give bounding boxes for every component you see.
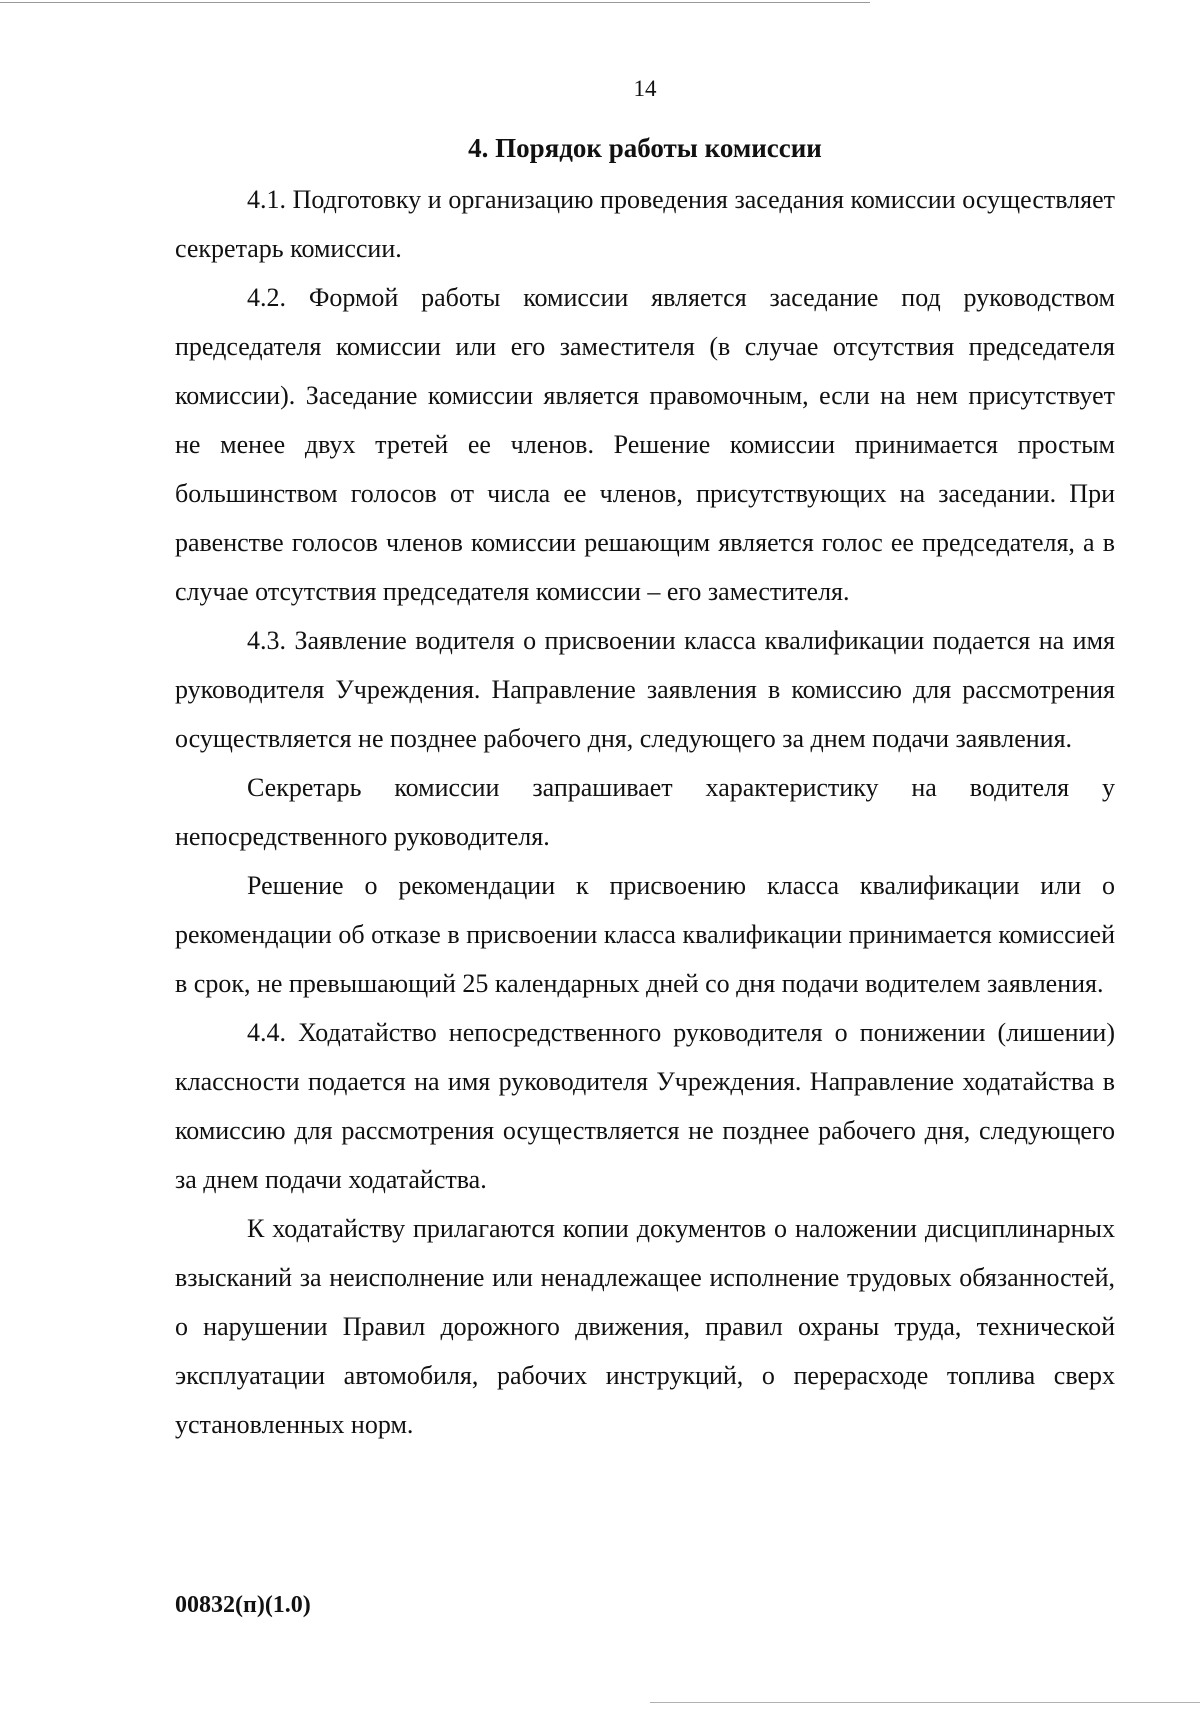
paragraph-4-1: 4.1. Подготовку и организацию проведения заседания комиссии осуществляет секретарь комиссии.	[175, 185, 1115, 263]
paragraph-secretary: Секретарь комиссии запрашивает характеристику на водителя у непосредственного руководителя.	[175, 773, 1115, 851]
scan-edge-top	[0, 2, 870, 3]
paragraph-4-3: 4.3. Заявление водителя о присвоении класса квалификации подается на имя руководителя Учреждения. Направление заявления в комиссию для рассмотрения осуществляется не позднее рабочего дня, следующего за днем подачи заявления.	[175, 626, 1115, 753]
section-title: 4. Порядок работы комиссии	[468, 133, 822, 163]
paragraph-4-4: 4.4. Ходатайство непосредственного руководителя о понижении (лишении) классности подается на имя руководителя Учреждения. Направление ходатайства в комиссию для рассмотрения осуществляется не позднее рабочего дня, следующего за днем подачи ходатайства.	[175, 1018, 1115, 1194]
paragraph-decision: Решение о рекомендации к присвоению класса квалификации или о рекомендации об отказе в присвоении класса квалификации принимается комиссией в срок, не превышающий 25 календарных дней со дня подачи водителем заявления.	[175, 871, 1115, 998]
document-code: 00832(п)(1.0)	[175, 1592, 311, 1618]
scan-edge-bottom	[650, 1702, 1200, 1703]
paragraph-attachments: К ходатайству прилагаются копии документов о наложении дисциплинарных взысканий за неисполнение или ненадлежащее исполнение трудовых обязанностей, о нарушении Правил дорожного движения, правил охраны труда, технической эксплуатации автомобиля, рабочих инструкций, о перерасходе топлива сверх установленных норм.	[175, 1214, 1115, 1439]
body-text	[175, 175, 1115, 1449]
paragraph-4-2: 4.2. Формой работы комиссии является заседание под руководством председателя комиссии или его заместителя (в случае отсутствия председателя комиссии). Заседание комиссии является правомочным, если на нем присутствует не менее двух третей ее членов. Решение комиссии принимается простым большинством голосов от числа ее членов, присутствующих на заседании. При равенстве голосов членов комиссии решающим является голос ее председателя, а в случае отсутствия председателя комиссии – его заместителя.	[175, 283, 1115, 606]
page-number: 14	[633, 76, 657, 101]
